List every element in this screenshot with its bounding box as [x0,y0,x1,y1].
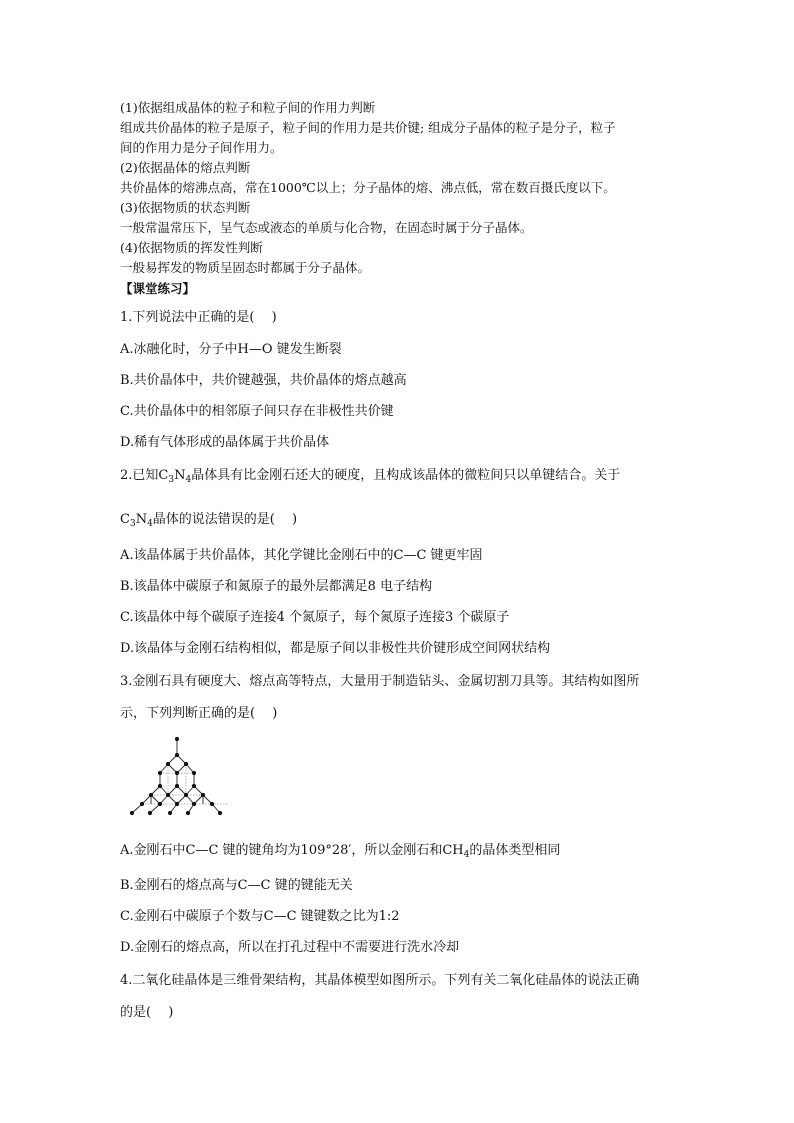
question-3-stem: 3.金刚石具有硬度大、熔点高等特点，大量用于制造钻头、金属切割刀具等。其结构如图所 [120,674,640,689]
question-1-option-b: B.共价晶体中，共价键越强，共价晶体的熔点越高 [120,373,407,388]
method-4-text: 一般易挥发的物质呈固态时都属于分子晶体。 [120,260,371,275]
question-1-option-a: A.冰融化时，分子中H—O 键发生断裂 [120,342,342,357]
method-3-title: (3)依据物质的状态判断 [120,200,251,215]
method-1-text: 组成共价晶体的粒子是原子，粒子间的作用力是共价键; 组成分子晶体的粒子是分子，粒子 [120,120,616,135]
method-3-text: 一般常温常压下，呈气态或液态的单质与化合物，在固态时属于分子晶体。 [120,220,533,235]
question-2-option-d: D.该晶体与金刚石结构相似，都是原子间以非极性共价键形成空间网状结构 [120,641,551,656]
question-2-stem-cont: $C_3N_4$晶体的说法错误的是( ) [120,512,298,529]
method-4-title: (4)依据物质的挥发性判断 [120,240,263,255]
method-2-title: (2)依据晶体的熔点判断 [120,160,251,175]
question-4-stem-cont: 的是( ) [120,1005,174,1020]
question-3-option-d: D.金刚石的熔点高，所以在打孔过程中不需要进行洗水冷却 [120,940,460,955]
question-2-option-a: A.该晶体属于共价晶体，其化学键比金刚石中的C—C 键更牢固 [120,548,483,563]
question-3-option-a: A.金刚石中C—C 键的键角均为109°28′，所以金刚石和$CH_4$的晶体类型相同 [120,843,561,860]
question-3-stem-cont: 示，下列判断正确的是( ) [120,706,278,721]
question-1-option-d: D.稀有气体形成的晶体属于共价晶体 [120,435,330,450]
question-3-option-b: B.金刚石的熔点高与C—C 键的键能无关 [120,878,353,893]
question-1-stem: 1.下列说法中正确的是( ) [120,310,277,325]
question-1-option-c: C.共价晶体中的相邻原子间只存在非极性共价键 [120,404,394,419]
question-4-stem: 4.二氧化硅晶体是三维骨架结构，其晶体模型如图所示。下列有关二氧化硅晶体的说法正确 [120,973,640,988]
method-1-text-cont: 间的作用力是分子间作用力。 [120,140,283,155]
method-2-text: 共价晶体的熔沸点高，常在1000℃以上；分子晶体的熔、沸点低，常在数百摄氏度以下。 [120,180,616,195]
method-1-title: (1)依据组成晶体的粒子和粒子间的作用力判断 [120,100,376,115]
question-2-stem: 2.已知$C_3N_4$晶体具有比金刚石还大的硬度，且构成该晶体的微粒间只以单键结合。关于 [120,468,621,485]
section-title: 【课堂练习】 [120,281,196,296]
question-2-option-c: C.该晶体中每个碳原子连接4 个氮原子，每个氮原子连接3 个碳原子 [120,610,510,625]
question-2-option-b: B.该晶体中碳原子和氮原子的最外层都满足8 电子结构 [120,579,433,594]
question-3-option-c: C.金刚石中碳原子个数与C—C 键键数之比为1:2 [120,909,400,924]
diamond-structure-figure [120,733,240,823]
